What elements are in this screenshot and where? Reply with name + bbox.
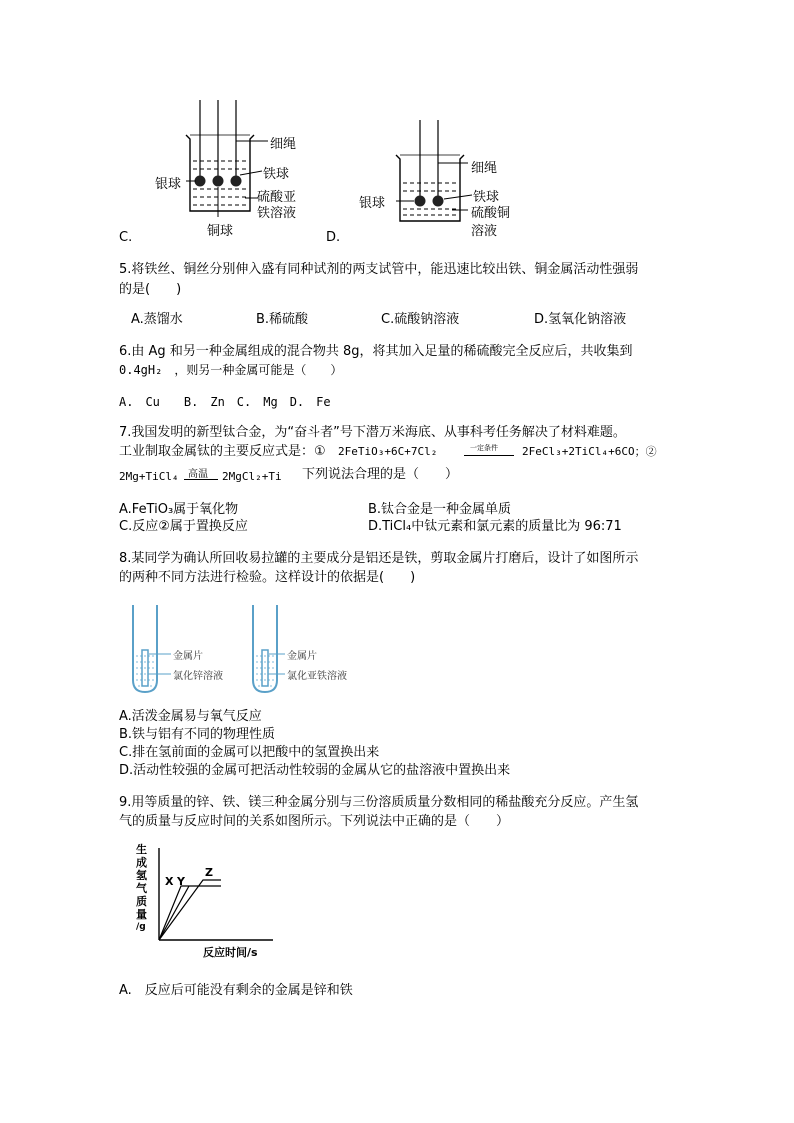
q5-line-1: 5.将铁丝、铜丝分别伸入盛有同种试剂的两支试管中，能迅速比较出铁、铜金属活动性强弱 <box>119 262 639 277</box>
q7-eq1-arrow <box>464 455 514 456</box>
q9-line-2: 气的质量与反应时间的关系如图所示。下列说法中正确的是（ ） <box>119 814 510 829</box>
q9-option-a: A. 反应后可能没有剩余的金属是锌和铁 <box>119 983 353 998</box>
q8-line-2: 的两种不同方法进行检验。这样设计的依据是( ) <box>119 570 416 585</box>
label-c-solution-1: 硫酸亚 <box>257 190 297 205</box>
q9-line-1: 9.用等质量的锌、铁、镁三种金属分别与三份溶质质量分数相同的稀盐酸充分反应。产生氢 <box>119 795 639 810</box>
q7-line-2a: 工业制取金属钛的主要反应式是：① <box>119 444 326 459</box>
q8-line-1: 8.某同学为确认所回收易拉罐的主要成分是铝还是铁，剪取金属片打磨后，设计了如图所示 <box>119 551 639 566</box>
q7-eq2-arrow <box>184 479 218 480</box>
q7-eq2-products: 2MgCl₂+Ti <box>222 470 282 483</box>
q6-line-2: 0.4gH₂ ，则另一种金属可能是（ ） <box>119 363 343 377</box>
tube-2-label-metal: 金属片 <box>287 651 317 662</box>
q7-line-1: 7.我国发明的新型钛合金，为“奋斗者”号下潜万米海底、从事科考任务解决了材料难题。 <box>119 425 626 440</box>
label-c-silver-ball: 银球 <box>155 177 182 192</box>
label-d-rope: 细绳 <box>471 161 498 176</box>
label-c-rope: 细绳 <box>270 137 297 152</box>
q7-eq1-reactants: 2FeTiO₃+6C+7Cl₂ <box>338 445 438 458</box>
q6-options: A. Cu B. Zn C. Mg D. Fe <box>119 395 331 409</box>
label-c-copper-ball: 铜球 <box>207 224 234 239</box>
label-c-solution-2: 铁溶液 <box>257 206 297 221</box>
q5-line-2: 的是( ) <box>119 282 182 297</box>
tube-1-label-metal: 金属片 <box>173 651 203 662</box>
q5-option-c: C.硫酸钠溶液 <box>381 312 460 327</box>
tube-1-label-solution: 氯化锌溶液 <box>173 671 223 682</box>
q7-option-c: C.反应②属于置换反应 <box>119 519 248 534</box>
chart-xlabel: 反应时间/s <box>203 946 258 959</box>
q6-line-1: 6.由 Ag 和另一种金属组成的混合物共 8g，将其加入足量的稀硫酸完全反应后，共收集到 <box>119 344 633 359</box>
q8-option-b: B.铁与铝有不同的物理性质 <box>119 727 276 742</box>
q7-eq2-reactants: 2Mg+TiCl₄ <box>119 470 179 483</box>
q5-option-d: D.氢氧化钠溶液 <box>534 312 627 327</box>
q7-condition-2: 高温 <box>188 469 208 480</box>
q7-condition-1: 一定条件 <box>470 444 498 452</box>
label-d-iron-ball: 铁球 <box>473 190 500 205</box>
q5-option-b: B.稀硫酸 <box>256 312 309 327</box>
option-d-label: D. <box>326 230 341 245</box>
label-d-silver-ball: 银球 <box>359 196 386 211</box>
chart-ylabel: 生 成 氢 气 质 量 /g <box>136 843 147 932</box>
q7-option-a: A.FeTiO₃属于氧化物 <box>119 502 239 517</box>
q7-question: 下列说法合理的是（ ） <box>302 467 459 482</box>
tube-2-label-solution: 氯化亚铁溶液 <box>287 671 347 682</box>
label-d-solution-2: 溶液 <box>471 224 498 239</box>
q8-option-d: D.活动性较强的金属可把活动性较弱的金属从它的盐溶液中置换出来 <box>119 763 511 778</box>
label-d-solution-1: 硫酸铜 <box>471 206 511 221</box>
q7-eq1-products: 2FeCl₃+2TiCl₄+6CO；② <box>522 445 657 458</box>
q8-option-a: A.活泼金属易与氧气反应 <box>119 709 262 724</box>
test-tubes-figure <box>125 600 385 700</box>
q5-option-a: A.蒸馏水 <box>131 312 183 327</box>
option-c-label: C. <box>119 230 133 245</box>
series-label-x: X <box>165 875 174 888</box>
label-c-iron-ball: 铁球 <box>263 167 290 182</box>
series-label-z: Z <box>205 866 213 879</box>
series-label-y: Y <box>177 875 185 888</box>
q7-option-d: D.TiCl₄中钛元素和氯元素的质量比为 96:71 <box>368 519 622 534</box>
q7-option-b: B.钛合金是一种金属单质 <box>368 502 512 517</box>
q8-option-c: C.排在氢前面的金属可以把酸中的氢置换出来 <box>119 745 380 760</box>
